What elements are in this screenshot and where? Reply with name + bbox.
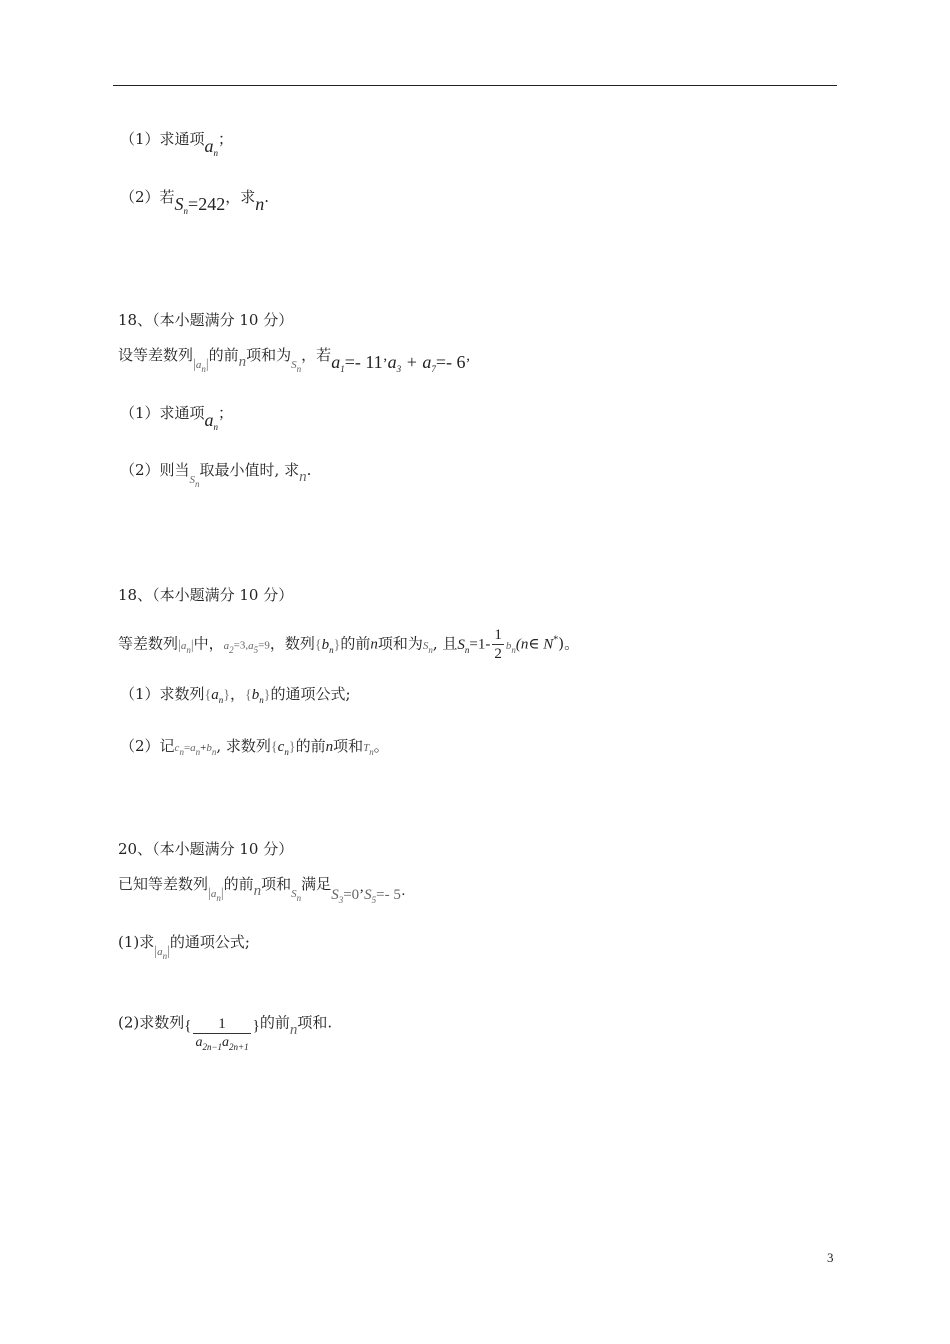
math-n: n: [238, 354, 247, 370]
math-s5-val: =- 5: [376, 887, 401, 903]
math-s5: $S_5$: [364, 887, 377, 905]
problem-b-q1-end: 的通项公式;: [270, 685, 351, 703]
math-a5: $a_5$: [248, 639, 259, 655]
frac-num: 1: [494, 627, 502, 643]
frac-den: 2: [494, 646, 502, 662]
problem-c-q2-end2: 项和.: [297, 1013, 333, 1032]
problem-b-heading: 18、（本小题满分 10 分）: [118, 586, 294, 604]
header-rule: [113, 85, 837, 86]
page-number: 3: [827, 1250, 834, 1265]
problem-a-stem-4: ，若: [301, 346, 332, 364]
problem-a-q2-end: .: [306, 461, 312, 479]
problem-c-stem-3: 项和: [261, 875, 292, 893]
math-cn: $c_n$: [174, 742, 184, 757]
problem-b-q2-text: （2）记: [120, 737, 175, 755]
top-q2-mid: ，求: [225, 188, 256, 206]
problem-a-stem: 设等差数列$|a_n|$的前n项和为$_{S_n}$，若$a_1=-$ $11’a_3 + a_7=-$ 6’: [118, 346, 471, 374]
math-tn: $T_n$: [363, 742, 374, 757]
problem-c-stem-1: 已知等差数列: [118, 875, 209, 893]
math-242: =242: [188, 194, 226, 214]
math-n: n: [370, 636, 378, 653]
problem-a-q1-text: （1）求通项: [120, 404, 205, 422]
problem-b-q1-mid: ，: [230, 685, 246, 703]
math-a3-a7: $a_3 + a_7$: [387, 352, 436, 374]
math-sn: $S_n$: [174, 194, 189, 216]
problem-a-q1-end: ；: [218, 404, 234, 422]
problem-a-stem-1: 设等差数列: [118, 346, 194, 364]
problem-b-stem: 等差数列$|a_n|$中，$a_2=3,a_5=9$，数列$\{b_n\}$的前n项和为$S_n$, 且$S_n=1-$ $\frac{1}{2}$ $b_n(n\in$ N*)。: [118, 627, 580, 662]
frac-num: 1: [193, 1015, 250, 1034]
top-q1-text: （1）求通项: [120, 130, 205, 148]
problem-c-q1-text: (1)求: [118, 933, 155, 951]
math-an: $a_n$: [204, 410, 219, 432]
seq-cn-braced: $\{c_n\}$: [270, 739, 296, 757]
math-n: n: [299, 469, 307, 485]
math-s3: $S_3$: [331, 887, 344, 905]
problem-b-stem-1: 等差数列: [118, 634, 179, 653]
problem-a-stem-3: 项和为: [246, 346, 292, 364]
math-one-minus: =1-: [469, 636, 491, 653]
problem-c-stem-4: 满足: [301, 875, 332, 893]
top-q2: [120, 186, 269, 216]
problem-c-q1: [118, 932, 250, 961]
seq-bn: $\{b_n\}$: [314, 636, 341, 655]
math-sn: Sn: [189, 474, 200, 489]
problem-b-q2: [120, 736, 389, 762]
problem-b-q2-mid2: 的前: [295, 737, 326, 755]
seq-an: $|a_n|$: [178, 637, 194, 655]
problem-b-stem-5: 项和为: [377, 634, 423, 653]
problem-c-stem-2: 的前: [223, 875, 254, 893]
fraction-reciprocal: [193, 1015, 250, 1056]
problem-b-q2-mid: , 求数列: [216, 737, 271, 755]
math-n: n: [255, 194, 265, 214]
problem-a-stem-2: 的前: [208, 346, 239, 364]
math-a5-val: =9: [258, 639, 270, 652]
top-q2-end: .: [264, 188, 269, 206]
top-q2-text: （2）若: [120, 188, 175, 206]
math-n: n: [289, 1021, 298, 1038]
frac-den: $a_{2n-1}a_{2n+1}$: [195, 1035, 249, 1052]
math-bn: $b_n$: [505, 639, 516, 655]
problem-a-q2-mid: 取最小值时, 求: [199, 461, 300, 479]
seq-an: $|a_n|$: [208, 886, 224, 903]
math-sn: Sn: [291, 888, 302, 903]
problem-b-stem-9: )。: [558, 634, 580, 653]
problem-b-stem-6: , 且: [432, 634, 458, 653]
fraction-half: [492, 626, 504, 663]
problem-b-q1: [120, 684, 351, 710]
problem-b-stem-2: 中，: [193, 634, 224, 653]
math-s3-val: =0: [343, 887, 360, 903]
problem-b-q2-end: 。: [373, 737, 389, 755]
math-a2: $a_2$: [223, 639, 234, 655]
seq-an-braced: $\{a_n\}$: [204, 687, 231, 705]
top-q1: [120, 128, 234, 158]
problem-c-q2-end: 的前: [259, 1013, 290, 1032]
problem-c-q1-end: 的通项公式;: [169, 933, 250, 951]
problem-a-q2: [120, 460, 312, 489]
seq-an: $|a_n|$: [193, 357, 209, 374]
math-a2-val: =3,: [233, 639, 249, 652]
problem-c-stem: 已知等差数列$|a_n|$的前n项和$_{S_n}$满足$S_3=0’S_5=-$ 5·: [118, 875, 406, 905]
math-domain: (n∈ N: [515, 636, 554, 653]
problem-b-q1-text: （1）求数列: [120, 685, 205, 703]
problem-c-heading: 20、（本小题满分 10 分）: [118, 840, 294, 858]
problem-c-q2-text: (2)求数列: [118, 1013, 185, 1032]
math-eq: =: [183, 742, 191, 754]
problem-a-q2-text: （2）则当: [120, 461, 190, 479]
problem-b-stem-3: ，数列: [269, 634, 315, 653]
problem-a-q1: [120, 402, 234, 432]
problem-b-stem-4: 的前: [340, 634, 371, 653]
math-sn-2: $S_n$: [457, 636, 470, 655]
seq-an: $|a_n|$: [154, 944, 170, 961]
math-a3a7-val: =- 6: [435, 352, 466, 372]
math-an: $a_n$: [204, 136, 219, 158]
seq-bn-braced: $\{b_n\}$: [245, 687, 271, 705]
math-sn: Sn: [291, 359, 302, 374]
math-a1: $a_1$: [331, 352, 345, 374]
problem-a-heading: 18、（本小题满分 10 分）: [118, 311, 294, 329]
problem-c-q2: (2)求数列{ $\frac{1}{a_{2n-1}a_{2n+1}}$ }的前n项和.: [118, 1003, 332, 1044]
math-plus: +: [200, 742, 207, 754]
top-q1-end: ；: [218, 130, 234, 148]
math-bn: $b_n$: [206, 742, 217, 757]
math-n: n: [325, 739, 334, 755]
problem-b-q2-mid3: 项和: [333, 737, 364, 755]
math-sn: $S_n$: [422, 639, 433, 655]
math-an: $a_n$: [190, 742, 201, 757]
math-a1-val: =- 11: [344, 352, 383, 372]
math-n: n: [253, 883, 262, 899]
